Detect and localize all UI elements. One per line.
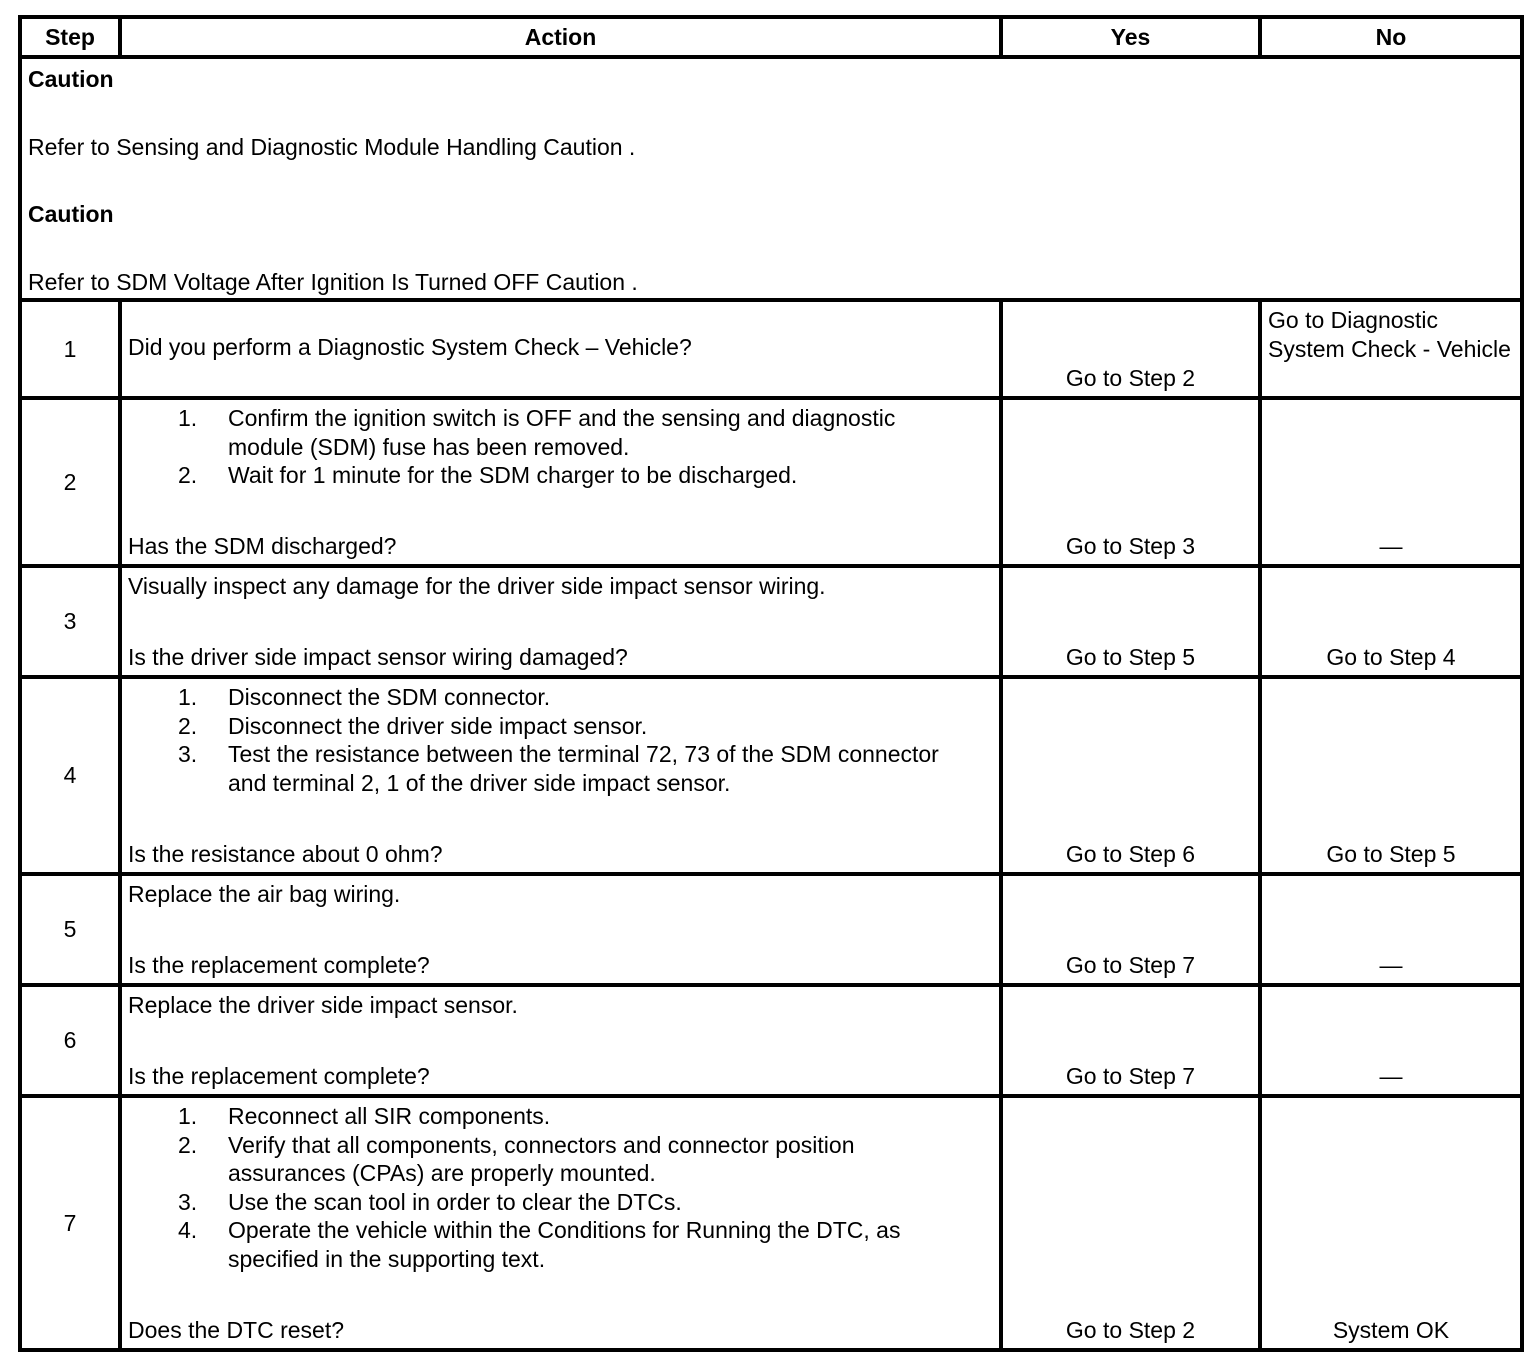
no-cell: — — [1260, 985, 1522, 1096]
table-row — [20, 874, 1522, 985]
action-intro: Visually inspect any damage for the driver side impact sensor wiring. — [128, 573, 826, 599]
no-cell: Go to Step 5 — [1260, 677, 1522, 874]
action-cell — [120, 874, 1001, 985]
step-number: 1 — [20, 300, 120, 398]
action-steps — [128, 683, 993, 797]
list-item: 4. Operate the vehicle within the Conditions for Running the DTC, as specified in the supporting text. — [178, 1217, 901, 1272]
action-question: Is the resistance about 0 ohm? — [128, 840, 443, 867]
no-cell: Go to Diagnostic System Check - Vehicle — [1260, 300, 1522, 398]
action-cell — [120, 566, 1001, 677]
yes-cell: Go to Step 2 — [1001, 300, 1260, 398]
caution-cell — [20, 57, 1522, 300]
action-steps — [128, 1102, 993, 1273]
list-item: 2. Wait for 1 minute for the SDM charger to be discharged. — [178, 462, 798, 488]
action-question: Is the driver side impact sensor wiring damaged? — [128, 643, 628, 670]
caution-title: Caution — [28, 66, 114, 92]
action-intro: Replace the driver side impact sensor. — [128, 992, 518, 1018]
step-number: 4 — [20, 677, 120, 874]
step-number: 5 — [20, 874, 120, 985]
list-item: 1. Disconnect the SDM connector. — [178, 684, 551, 710]
action-cell — [120, 398, 1001, 566]
caution-text: Refer to SDM Voltage After Ignition Is Turned OFF Caution . — [28, 268, 638, 295]
action-intro: Replace the air bag wiring. — [128, 881, 401, 907]
caution-title: Caution — [28, 201, 114, 227]
table-row — [20, 1096, 1522, 1350]
list-item: 3. Use the scan tool in order to clear the DTCs. — [178, 1188, 682, 1215]
action-question: Did you perform a Diagnostic System Check – Vehicle? — [128, 333, 692, 360]
list-item: 1. Confirm the ignition switch is OFF and the sensing and diagnostic module (SDM) fuse has been removed. — [178, 405, 896, 460]
action-cell — [120, 985, 1001, 1096]
header-step: Step — [20, 17, 120, 57]
diagnostic-table-container — [18, 15, 1524, 1352]
header-yes: Yes — [1001, 17, 1260, 57]
step-number: 7 — [20, 1096, 120, 1350]
action-question: Has the SDM discharged? — [128, 532, 397, 559]
action-cell — [120, 300, 1001, 398]
action-cell — [120, 1096, 1001, 1350]
action-question: Does the DTC reset? — [128, 1316, 345, 1343]
yes-cell: Go to Step 5 — [1001, 566, 1260, 677]
header-no: No — [1260, 17, 1522, 57]
table-row — [20, 985, 1522, 1096]
action-cell — [120, 677, 1001, 874]
caution-text: Refer to Sensing and Diagnostic Module Handling Caution . — [28, 133, 636, 160]
list-item: 3. Test the resistance between the terminal 72, 73 of the SDM connector and terminal 2, 1 of the driver side impact sensor. — [178, 741, 939, 796]
list-item: 1. Reconnect all SIR components. — [178, 1103, 551, 1129]
step-number: 6 — [20, 985, 120, 1096]
no-cell: System OK — [1260, 1096, 1522, 1350]
diagnostic-table — [18, 15, 1524, 1352]
no-cell: Go to Step 4 — [1260, 566, 1522, 677]
header-row — [20, 17, 1522, 57]
action-question: Is the replacement complete? — [128, 1062, 430, 1089]
action-steps — [128, 404, 993, 490]
action-question: Is the replacement complete? — [128, 951, 430, 978]
yes-cell: Go to Step 3 — [1001, 398, 1260, 566]
table-row — [20, 398, 1522, 566]
no-cell: — — [1260, 398, 1522, 566]
no-cell: — — [1260, 874, 1522, 985]
list-item: 2. Disconnect the driver side impact sensor. — [178, 712, 648, 739]
yes-cell: Go to Step 7 — [1001, 874, 1260, 985]
step-number: 3 — [20, 566, 120, 677]
yes-cell: Go to Step 7 — [1001, 985, 1260, 1096]
caution-row — [20, 57, 1522, 300]
yes-cell: Go to Step 6 — [1001, 677, 1260, 874]
list-item: 2. Verify that all components, connectors and connector position assurances (CPAs) are properly mounted. — [178, 1131, 855, 1186]
yes-cell: Go to Step 2 — [1001, 1096, 1260, 1350]
step-number: 2 — [20, 398, 120, 566]
table-row — [20, 677, 1522, 874]
table-row — [20, 300, 1522, 398]
table-row — [20, 566, 1522, 677]
header-action: Action — [120, 17, 1001, 57]
